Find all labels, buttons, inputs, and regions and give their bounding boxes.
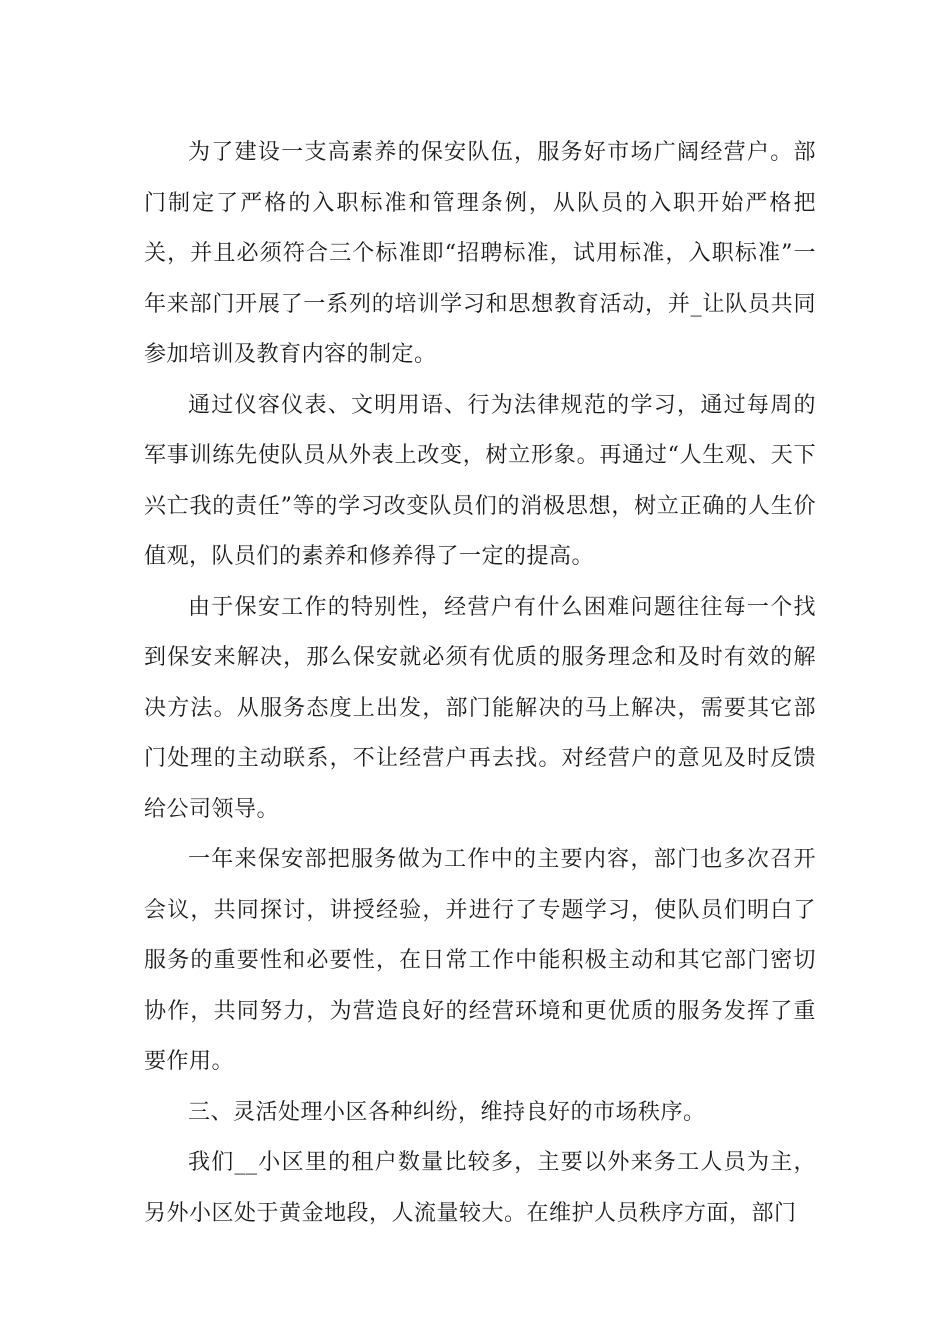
paragraph-service-focus: 一年来保安部把服务做为工作中的主要内容，部门也多次召开会议，共同探讨，讲授经验，并进行了专题学习，使队员们明白了服务的重要性和必要性，在日常工作中能积极主动和其它部门密切协作，共同努力，为营造良好的经营环境和更优质的服务发挥了重要作用。 [144,847,816,1074]
paragraph-tenants: 我们__小区里的租户数量比较多，主要以外来务工人员为主，另外小区处于黄金地段，人流量较大。在维护人员秩序方面，部门 [144,1150,816,1226]
document-body [144,128,816,1239]
paragraph-recruitment-standards: 为了建设一支高素养的保安队伍，服务好市场广阔经营户。部门制定了严格的入职标准和管理条例，从队员的入职开始严格把关，并且必须符合三个标准即“招聘标准，试用标准，入职标准”一年来部门开展了一系列的培训学习和思想教育活动，并_让队员共同参加培训及教育内容的制定。 [144,140,816,367]
paragraph-training: 通过仪容仪表、文明用语、行为法律规范的学习，通过每周的军事训练先使队员从外表上改变，树立形象。再通过“人生观、天下兴亡我的责任”等的学习改变队员们的消极思想，树立正确的人生价值观，队员们的素养和修养得了一定的提高。 [144,392,816,569]
paragraph-service-attitude: 由于保安工作的特别性，经营户有什么困难问题往往每一个找到保安来解决，那么保安就必须有优质的服务理念和及时有效的解决方法。从服务态度上出发，部门能解决的马上解决，需要其它部门处理的主动联系，不让经营户再去找。对经营户的意见及时反馈给公司领导。 [144,594,816,822]
section-heading-disputes: 三、灵活处理小区各种纠纷，维持良好的市场秩序。 [188,1099,706,1125]
